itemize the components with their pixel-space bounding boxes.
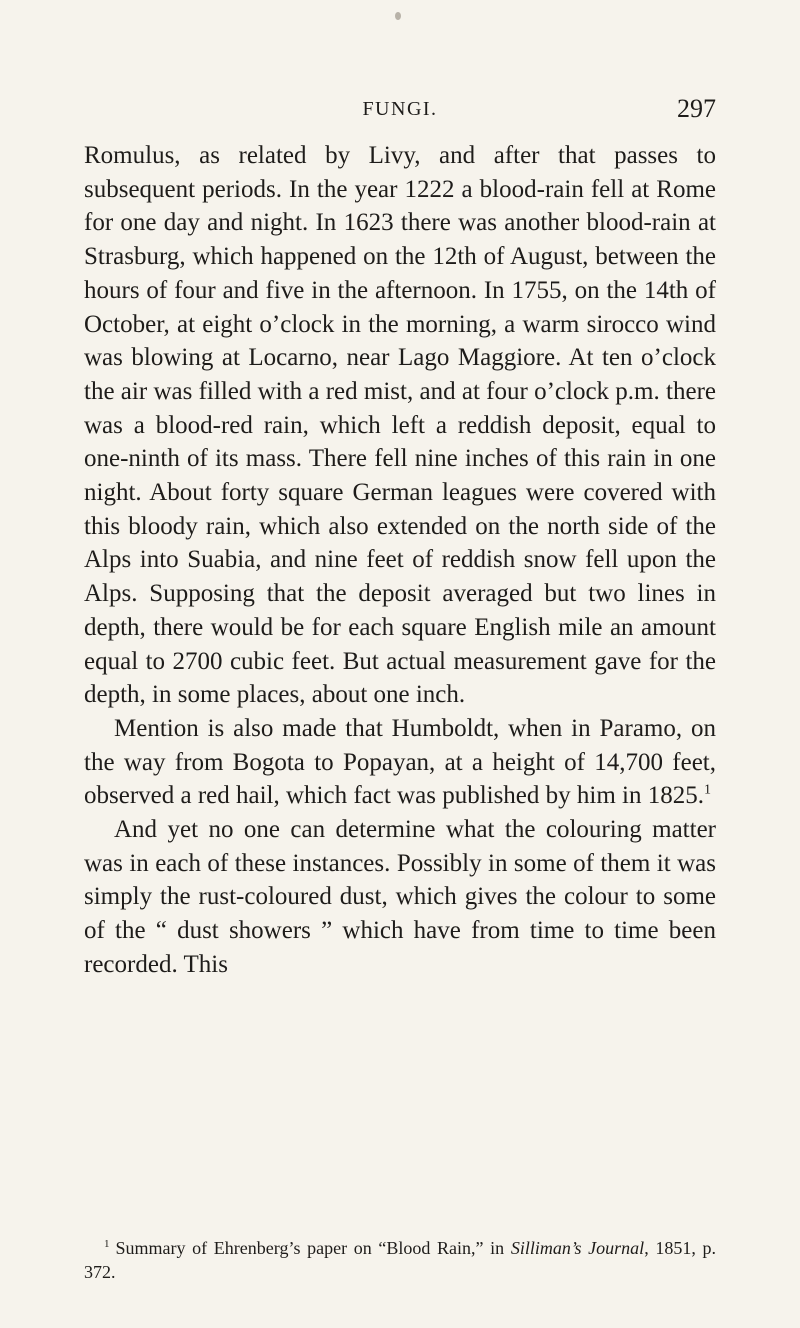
running-title: FUNGI. <box>362 98 438 120</box>
paragraph-2-text: Mention is also made that Humboldt, when in Paramo, on the way from Bogota to Popayan, at a height of 14,700 feet, observed a red hail, which fact was published by him in 1825. <box>84 714 716 810</box>
footnote-text: Summary of Ehrenberg’s paper on “Blood Rain,” in <box>115 1238 511 1258</box>
page-header <box>84 94 716 128</box>
footnote-tail: , 1851, p. 372. <box>84 1238 716 1282</box>
paragraph-2 <box>84 712 716 813</box>
footnote-reference: 1 <box>704 783 711 799</box>
paragraph-1-text: Romulus, as related by Livy, and after that passes to subsequent periods. In the year 1222 a blood-rain fell at Rome for one day and night. In 1623 there was another blood-rain at Strasburg, which happened on the 12th of August, between the hours of four and five in the afternoon. In 1755, on the 14th of October, at eight o’clock in the morning, a warm sirocco wind was blowing at Locarno, near Lago Maggiore. At ten o’clock the air was filled with a red mist, and at four o’clock p.m. there was a blood-red rain, which left a reddish deposit, equal to one-ninth of its mass. There fell nine inches of this rain in one night. About forty square German leagues were covered with this bloody rain, which also extended on the north side of the Alps into Suabia, and nine feet of reddish snow fell upon the Alps. Supposing that the deposit averaged but two lines in depth, there would be for each square English mile an amount equal to 2700 cubic feet. But actual measurement gave for the depth, in some places, about one inch. <box>84 142 716 709</box>
page-blemish <box>395 12 401 20</box>
footnote <box>84 1236 716 1284</box>
paragraph-3-text: And yet no one can determine what the colouring matter was in each of these instances. Possibly in some of them it was simply the rust-coloured dust, which gives the colour to some of the “ dust showers ” which have from time to time been recorded. This <box>84 816 716 978</box>
paragraph-3 <box>84 813 716 982</box>
footnote-number: 1 <box>104 1238 110 1250</box>
footnote-journal: Silliman’s Journal <box>510 1238 645 1258</box>
body-text <box>84 139 716 982</box>
page-number: 297 <box>677 94 716 123</box>
paragraph-1 <box>84 139 716 712</box>
